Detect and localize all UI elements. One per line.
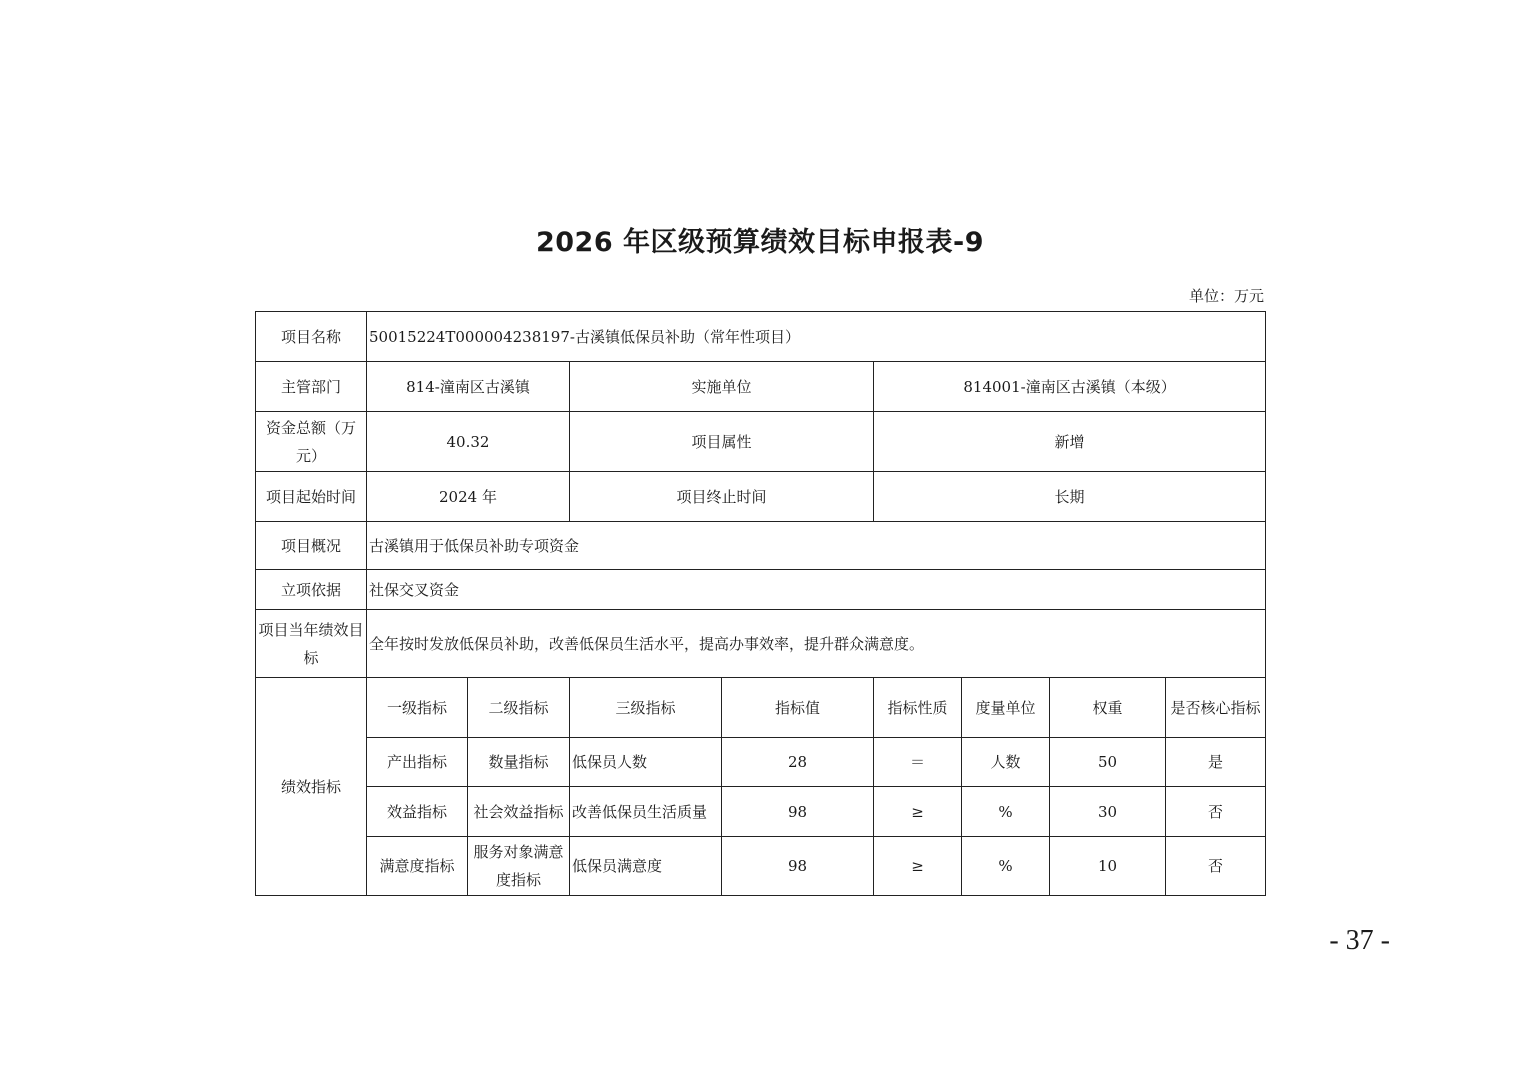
goal-label: 项目当年绩效目标 — [256, 610, 367, 678]
indicator-cell: 人数 — [962, 738, 1050, 787]
indicator-cell: 98 — [722, 787, 874, 837]
basis-value: 社保交叉资金 — [367, 570, 1266, 610]
indicator-cell: 产出指标 — [367, 738, 468, 787]
indicator-cell: 满意度指标 — [367, 837, 468, 896]
fund-label: 资金总额（万元） — [256, 412, 367, 472]
indicator-cell: 改善低保员生活质量 — [570, 787, 722, 837]
indicator-cell: 低保员满意度 — [570, 837, 722, 896]
header-level3: 三级指标 — [570, 678, 722, 738]
dept-label: 主管部门 — [256, 362, 367, 412]
fund-value: 40.32 — [367, 412, 570, 472]
indicator-cell: % — [962, 837, 1050, 896]
indicator-cell: ≥ — [874, 837, 962, 896]
indicator-cell: 50 — [1050, 738, 1166, 787]
indicator-cell: % — [962, 787, 1050, 837]
end-label: 项目终止时间 — [570, 472, 874, 522]
indicator-cell: 是 — [1166, 738, 1266, 787]
start-label: 项目起始时间 — [256, 472, 367, 522]
end-value: 长期 — [874, 472, 1266, 522]
indicator-cell: 否 — [1166, 837, 1266, 896]
basis-label: 立项依据 — [256, 570, 367, 610]
row-goal — [256, 610, 1266, 678]
goal-value: 全年按时发放低保员补助，改善低保员生活水平，提高办事效率，提升群众满意度。 — [367, 610, 1266, 678]
header-value: 指标值 — [722, 678, 874, 738]
row-period — [256, 472, 1266, 522]
indicator-row — [256, 837, 1266, 896]
header-level1: 一级指标 — [367, 678, 468, 738]
header-unit: 度量单位 — [962, 678, 1050, 738]
attr-value: 新增 — [874, 412, 1266, 472]
indicator-cell: 低保员人数 — [570, 738, 722, 787]
overview-value: 古溪镇用于低保员补助专项资金 — [367, 522, 1266, 570]
indicator-cell: 30 — [1050, 787, 1166, 837]
row-project-name — [256, 312, 1266, 362]
attr-label: 项目属性 — [570, 412, 874, 472]
overview-label: 项目概况 — [256, 522, 367, 570]
indicator-cell: 社会效益指标 — [468, 787, 570, 837]
header-level2: 二级指标 — [468, 678, 570, 738]
indicator-cell: 否 — [1166, 787, 1266, 837]
indicator-header-row — [256, 678, 1266, 738]
indicator-cell: ＝ — [874, 738, 962, 787]
header-core: 是否核心指标 — [1166, 678, 1266, 738]
page-number: - 37 - — [1329, 925, 1390, 956]
header-nature: 指标性质 — [874, 678, 962, 738]
row-overview — [256, 522, 1266, 570]
project-name-label: 项目名称 — [256, 312, 367, 362]
indicator-cell: 10 — [1050, 837, 1166, 896]
impl-value: 814001-潼南区古溪镇（本级） — [874, 362, 1266, 412]
indicator-cell: 数量指标 — [468, 738, 570, 787]
indicator-cell: 98 — [722, 837, 874, 896]
indicator-cell: 28 — [722, 738, 874, 787]
dept-value: 814-潼南区古溪镇 — [367, 362, 570, 412]
indicator-row — [256, 787, 1266, 837]
row-department — [256, 362, 1266, 412]
unit-label: 单位：万元 — [1188, 287, 1264, 305]
performance-form-table — [255, 311, 1266, 896]
indicator-section-label: 绩效指标 — [256, 678, 367, 896]
indicator-cell: 效益指标 — [367, 787, 468, 837]
page-title: 2026 年区级预算绩效目标申报表-9 — [535, 227, 985, 258]
start-value: 2024 年 — [367, 472, 570, 522]
row-fund — [256, 412, 1266, 472]
indicator-cell: 服务对象满意度指标 — [468, 837, 570, 896]
header-weight: 权重 — [1050, 678, 1166, 738]
project-name-value: 50015224T000004238197-古溪镇低保员补助（常年性项目） — [367, 312, 1266, 362]
indicator-row — [256, 738, 1266, 787]
row-basis — [256, 570, 1266, 610]
indicator-cell: ≥ — [874, 787, 962, 837]
impl-label: 实施单位 — [570, 362, 874, 412]
